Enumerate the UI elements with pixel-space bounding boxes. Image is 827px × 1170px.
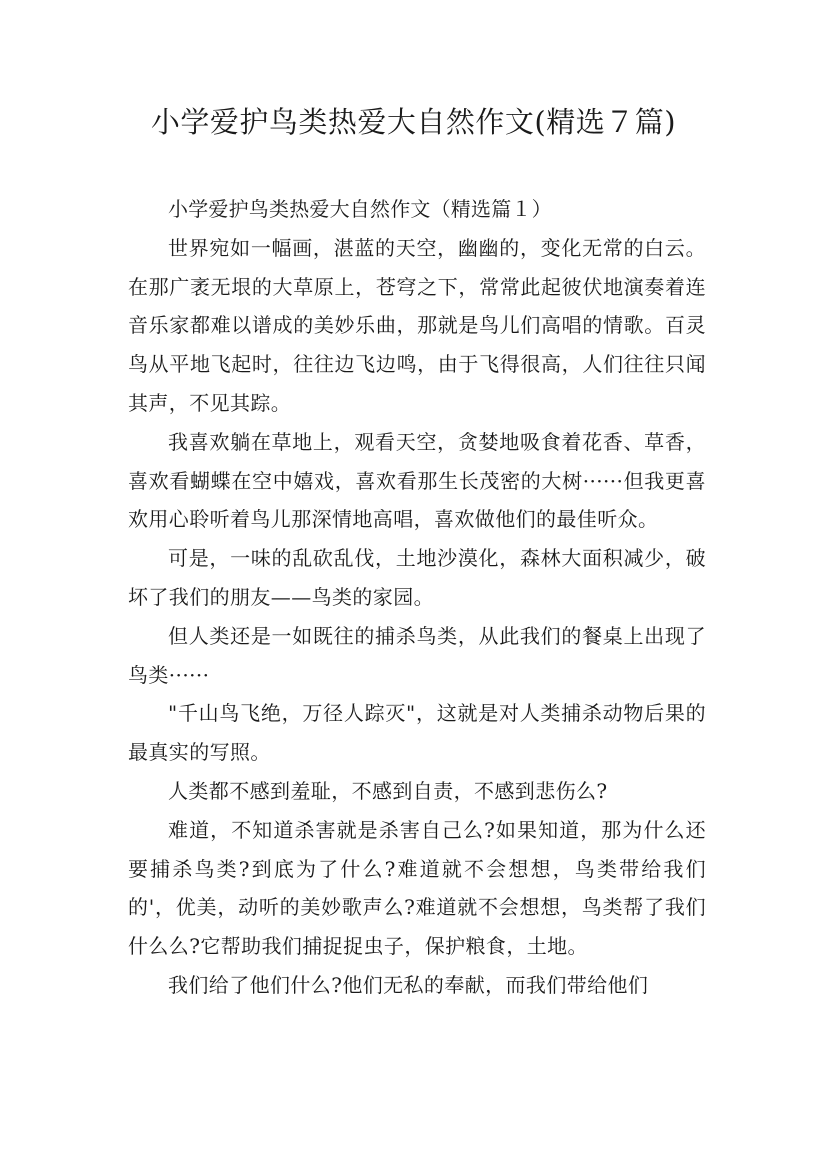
paragraph: 但人类还是一如既往的捕杀鸟类，从此我们的餐桌上出现了鸟类······	[128, 623, 706, 687]
paragraph: 可是，一味的乱砍乱伐，土地沙漠化，森林大面积减少，破坏了我们的朋友——鸟类的家园。	[128, 546, 706, 609]
paragraph: 难道，不知道杀害就是杀害自己么?如果知道，那为什么还要捕杀鸟类?到底为了什么?难道就不会想想，鸟类带给我们的'，优美，动听的美妙歌声么?难道就不会想想，鸟类帮了我们什么么?它帮助我们捕捉捉虫子，保护粮食，土地。	[128, 817, 706, 959]
paragraph: 世界宛如一幅画，湛蓝的天空，幽幽的，变化无常的白云。在那广袤无垠的大草原上，苍穹之下，常常此起彼伏地演奏着连音乐家都难以谱成的美妙乐曲，那就是鸟儿们高唱的情歌。百灵鸟从平地飞起时，往往边飞边鸣，由于飞得很高，人们往往只闻其声，不见其踪。	[128, 235, 706, 415]
paragraph: 人类都不感到羞耻，不感到自责，不感到悲伤么?	[168, 778, 608, 803]
document-title: 小学爱护鸟类热爱大自然作文(精选７篇)	[150, 105, 677, 139]
paragraph: 我们给了他们什么?他们无私的奉献，而我们带给他们	[168, 972, 649, 997]
document-body	[128, 190, 706, 1005]
section-heading: 小学爱护鸟类热爱大自然作文（精选篇１）	[168, 197, 552, 221]
paragraph: 我喜欢躺在草地上，观看天空，贪婪地吸食着花香、草香，喜欢看蝴蝶在空中嬉戏，喜欢看那生长茂密的大树······但我更喜欢用心聆听着鸟儿那深情地高唱，喜欢做他们的最佳听众。	[128, 429, 706, 532]
paragraph: "千山鸟飞绝，万径人踪灭"，这就是对人类捕杀动物后果的最真实的写照。	[128, 701, 706, 765]
